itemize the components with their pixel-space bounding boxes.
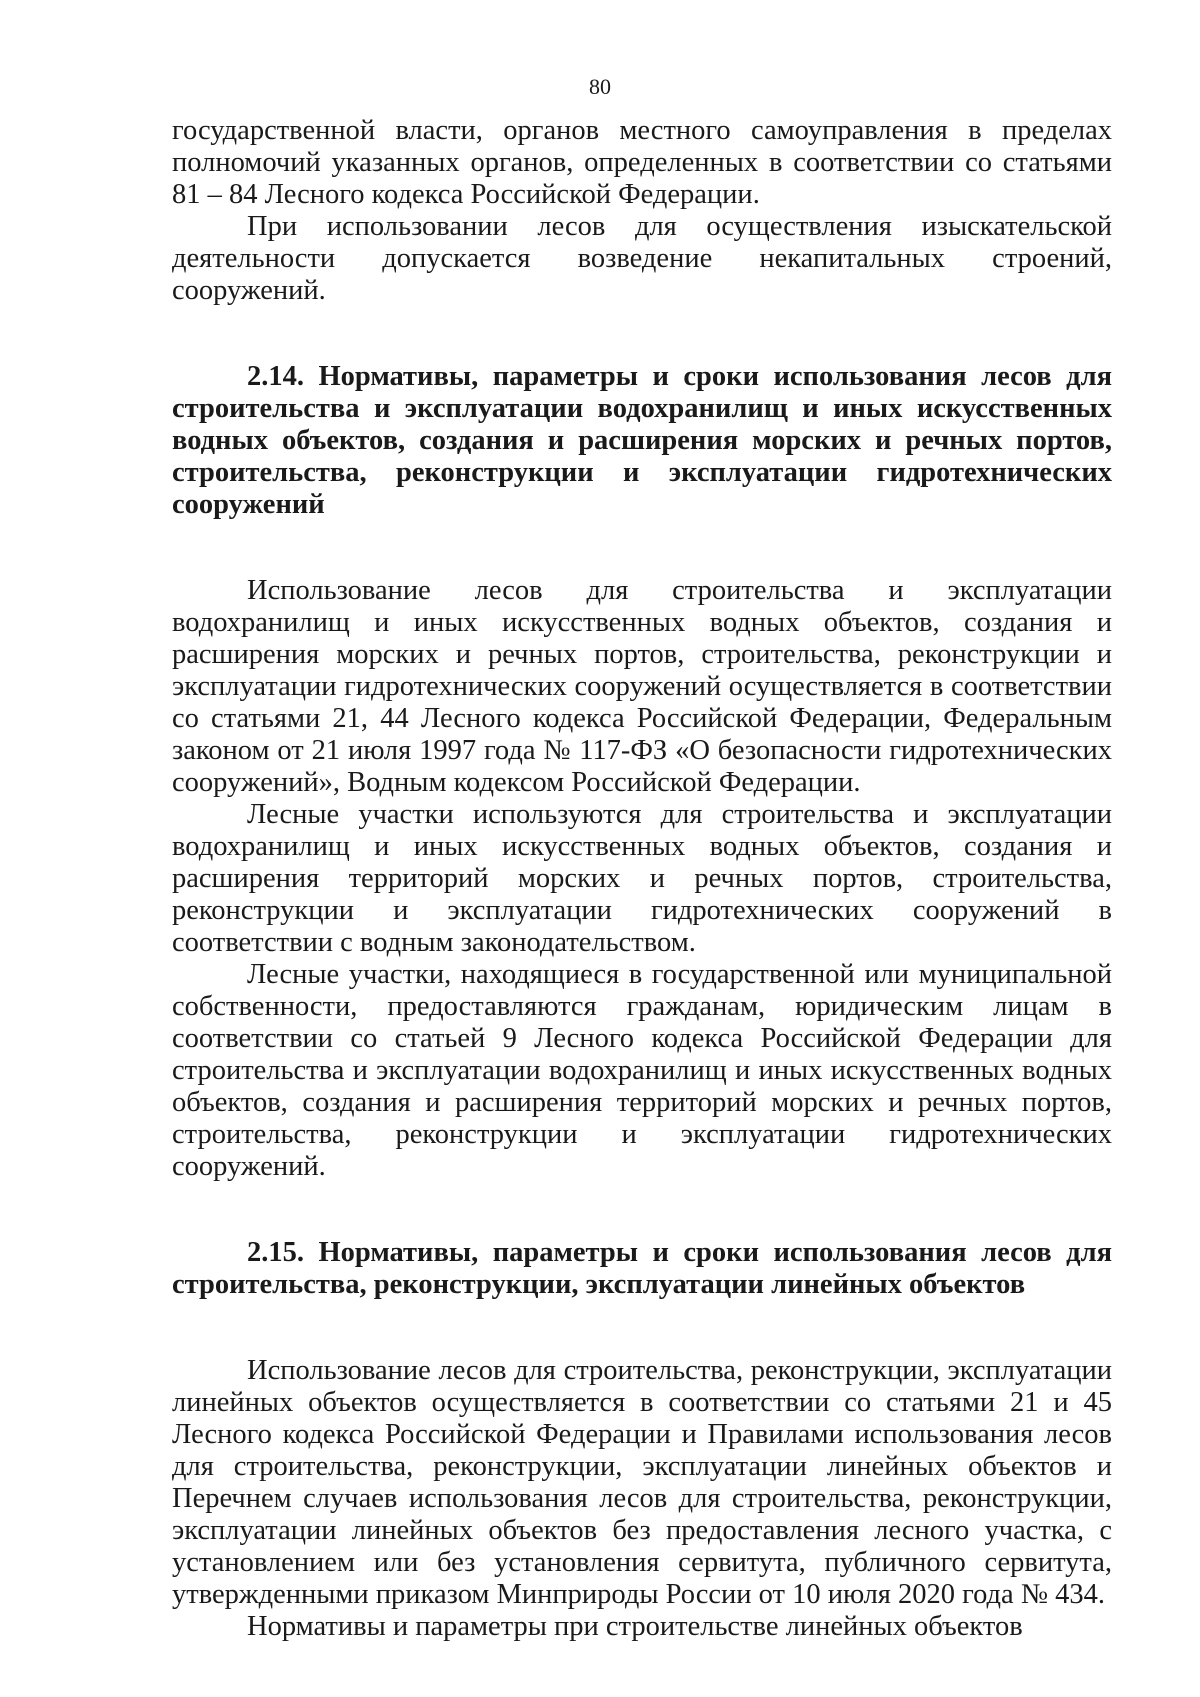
spacer <box>172 521 1112 575</box>
page-number: 80 <box>589 74 611 99</box>
paragraph-2-14-water-law: Лесные участки используются для строительства и эксплуатации водохранилищ и иных искусственных водных объектов, создания и расширения территорий морских и речных портов, строительства, реконструкции и эксплуатации гидротехнических сооружений в соответствии с водным законодательством. <box>172 799 1112 958</box>
paragraph-2-15-norms: Нормативы и параметры при строительстве линейных объектов <box>247 1611 1023 1642</box>
paragraph-2-14-provision: Лесные участки, находящиеся в государственной или муниципальной собственности, предоставляются гражданам, юридическим лицам в соответствии со статьей 9 Лесного кодекса Российской Федерации для строительства и эксплуатации водохранилищ и иных искусственных водных объектов, создания и расширения территорий морских и речных портов, строительства, реконструкции и эксплуатации гидротехнических сооружений. <box>172 959 1112 1182</box>
spacer <box>172 307 1112 361</box>
paragraph-continuation: государственной власти, органов местного самоуправления в пределах полномочий указанных органов, определенных в соответствии со статьями 81 – 84 Лесного кодекса Российской Федерации. <box>172 115 1112 210</box>
page-content <box>172 115 1112 1643</box>
paragraph-survey-activity: При использовании лесов для осуществления изыскательской деятельности допускается возведение некапитальных строений, сооружений. <box>172 211 1112 306</box>
spacer <box>172 1183 1112 1237</box>
section-heading-2-15: 2.15. Нормативы, параметры и сроки использования лесов для строительства, реконструкции, эксплуатации линейных объектов <box>172 1237 1112 1300</box>
paragraph-2-15-legal-basis: Использование лесов для строительства, реконструкции, эксплуатации линейных объектов осуществляется в соответствии со статьями 21 и 45 Лесного кодекса Российской Федерации и Правилами использования лесов для строительства, реконструкции, эксплуатации линейных объектов и Перечнем случаев использования лесов для строительства, реконструкции, эксплуатации линейных объектов без предоставления лесного участка, с установлением или без установления сервитута, публичного сервитута, утвержденными приказом Минприроды России от 10 июля 2020 года № 434. <box>172 1355 1112 1610</box>
spacer <box>172 1301 1112 1355</box>
paragraph-2-14-legal-basis: Использование лесов для строительства и эксплуатации водохранилищ и иных искусственных водных объектов, создания и расширения морских и речных портов, строительства, реконструкции и эксплуатации гидротехнических сооружений осуществляется в соответствии со статьями 21, 44 Лесного кодекса Российской Федерации, Федеральным законом от 21 июля 1997 года № 117-ФЗ «О безопасности гидротехнических сооружений», Водным кодексом Российской Федерации. <box>172 575 1112 798</box>
section-heading-2-14: 2.14. Нормативы, параметры и сроки использования лесов для строительства и эксплуатации водохранилищ и иных искусственных водных объектов, создания и расширения морских и речных портов, строительства, реконструкции и эксплуатации гидротехнических сооружений <box>172 361 1112 520</box>
